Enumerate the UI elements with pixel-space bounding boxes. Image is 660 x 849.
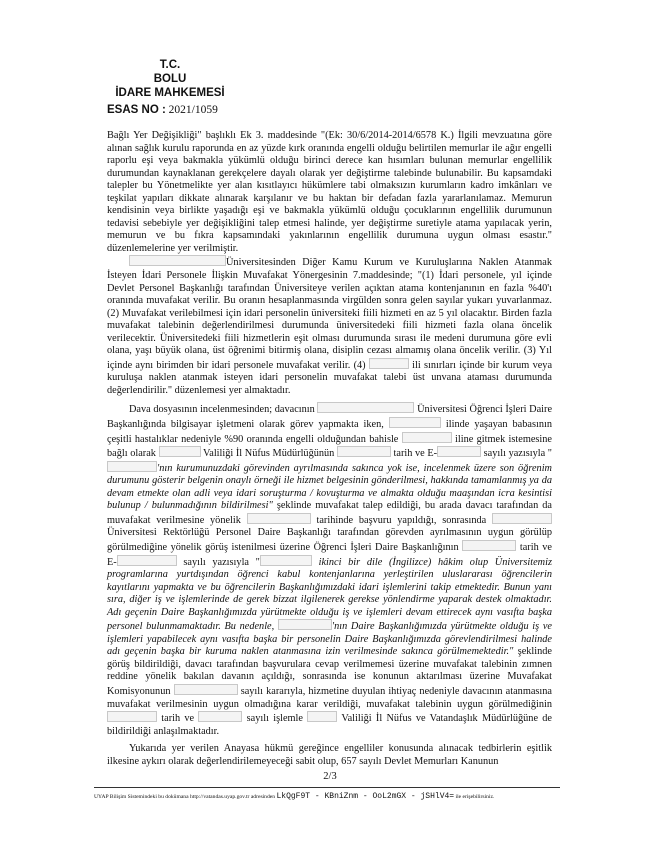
paragraph-text: sayılı işlemle xyxy=(246,713,303,725)
paragraph-text: şeklinde muvafakat talep edildiği, bu arada davacı tarafından da muvafakat verilmesine yönelik xyxy=(107,500,552,526)
footer-text: UYAP Bilişim Sistemindeki bu dokümana http://vatandas.uyap.gov.tr adresinden xyxy=(94,794,276,800)
redacted-field xyxy=(117,555,177,566)
header-city: BOLU xyxy=(153,73,187,85)
redacted-field xyxy=(260,555,312,566)
paragraph-regulation xyxy=(107,130,552,255)
redacted-field xyxy=(278,619,332,630)
redacted-field xyxy=(317,402,414,413)
paragraph-text: Üniversitesi Rektörlüğü Personel Daire Başkanlığı tarafından görevden ayrılmasının uygun görülüp görülmediğine yönelik görüş istenilmesi üzerine Öğrenci İşleri Daire Başkanlığının xyxy=(107,527,552,553)
redacted-field xyxy=(107,711,157,722)
redacted-field xyxy=(247,513,311,524)
page-number: 2/3 xyxy=(323,771,337,782)
paragraph-text: Üniversitesi Öğrenci İşleri Daire Başkanlığında bilgisayar işletmeni olarak görev yapmakta iken, xyxy=(107,404,553,431)
redacted-field xyxy=(198,711,242,722)
footer-text-end: ile erişebilirsiniz. xyxy=(455,794,495,800)
paragraph-text: Dava dosyasının incelenmesinden; davacının xyxy=(129,404,315,416)
paragraph-text: iline gitmek istemesine bağlı olarak xyxy=(107,433,552,460)
paragraph-text: Üniversitesinden Diğer Kamu Kurum ve Kuruluşlarına Naklen Atanmak İsteyen İdari Personele İlişkin Muvafakat Yönergesinin 7.maddesinde; "(1) İdari personele, yıl içinde Devlet Personel Başkanlığı tarafından Üniversiteye verilen açıktan atama kontenjanının en fazla %40'ı oranında muvafakat verilir. Bu oranın hesaplanmasında virgülden sonra gelen sayılar yukarı yuvarlanmaz. (2) Muvafakat verilebilmesi için idari personelin üniversiteki fiili hizmeti en az 5 yıl olacaktır. Birden fazla muvafakat talebinin değerlendirilmesi durumunda üniversitedeki fiili hizmeti fazla olana öncelik verilecektir. Üniversitedeki fiili hizmetlerin eşit olması durumunda sırası ile medeni durumuna göre evli olana, yaşı büyük olana, üst öğrenimi bitirmiş olana, disiplin cezası almamış olana öncelik verilir. (3) Yıl içinde aynı birimden bir idari personele muvafakat verilir. (4) xyxy=(107,257,552,371)
quoted-italic-text: ikinci bir dile (İngilizce) hâkim olup Üniversitemiz programlarına yurtdışından öğrenci kabul kontenjanlarına yerleştirilen uluslararası öğrencilerin kayıtlarını yapmakta ve bu öğrencilerin Başkanlığımızdaki idari işlemlerini takip etmektedir. Bunun yanı sıra, diğer iş ve işlemlerinde de gerek bizzat ilgilenerek gerekse yönlendirme yaparak destek olmaktadır. Adı geçenin Daire Başkanlığımızda yürütmekte olduğu iş ve işlemleri devam ettirecek aynı vasıfta başka personel bulunmamaktadır. Bu nedenle, xyxy=(107,556,552,633)
case-number-label: ESAS NO : xyxy=(107,104,166,116)
redacted-field xyxy=(437,446,481,457)
redacted-field xyxy=(389,417,441,428)
paragraph-text: sayılı yazısıyla " xyxy=(183,556,260,568)
footer-divider xyxy=(94,787,560,788)
redacted-field xyxy=(159,446,201,457)
paragraph-text: sayılı kararıyla, hizmetine duyulan ihtiyaç nedeniyle davacının atanmasına muvafakat verilmesinin uygun olmadığına karar verildiği, muvafakat talebinin uygun görülmediğinin xyxy=(107,685,552,710)
paragraph-text: ilinde yaşayan babasının çeşitli hastalıklar nedeniyle %90 oranında engelli olduğundan bahisle xyxy=(107,419,552,445)
paragraph-text: Yukarıda yer verilen Anayasa hükmü gereğince engelliler konusunda alınacak tedbirlerin eşitlik ilkesine aykırı olarak değerlendirilemeyeceği sabit olup, 657 sayılı Devlet Memurları Kanunun xyxy=(107,743,552,767)
redacted-field xyxy=(492,513,552,524)
redacted-field xyxy=(337,446,391,457)
footer-verification xyxy=(94,792,574,801)
case-number-value: 2021/1059 xyxy=(168,104,218,116)
paragraph-text: sayılı yazısıyla " xyxy=(483,448,552,460)
paragraph-text: tarihinde başvuru yapıldığı, sonrasında xyxy=(316,514,487,526)
redacted-field xyxy=(307,711,337,722)
case-number xyxy=(107,104,218,116)
header-tc: T.C. xyxy=(159,59,181,71)
redacted-field xyxy=(462,540,516,551)
paragraph-text: Valiliği İl Nüfus Müdürlüğünün xyxy=(202,448,335,460)
header-court: İDARE MAHKEMESİ xyxy=(115,87,225,99)
paragraph-text: tarih ve E- xyxy=(107,541,553,568)
redacted-field xyxy=(402,432,452,443)
paragraph-text: tarih ve xyxy=(161,713,195,725)
paragraph-text: tarih ve E- xyxy=(393,448,438,460)
document-body xyxy=(107,130,552,768)
paragraph-text: Valiliği İl Nüfus ve Vatandaşlık Müdürlüğüne de bildirildiği anlaşılmaktadır. xyxy=(107,713,552,737)
paragraph-text: şeklinde görüş bildirildiği, davacı tarafından başvurulara cevap verilmemesi üzerine muvafakat talebinin zımnen reddine yönelik bakılan davanın açıldığı, sonrasında ise konunun aktarılması üzerine Muvafakat Komisyonunun xyxy=(107,646,553,697)
quoted-italic-text: 'nın kurumunuzdaki görevinden ayrılmasında sakınca yok ise, incelenmek üzere son öğrenim durumunu gösterir belgenin onaylı örneği ile hizmet belgesinin gönderilmesi, hakkında tamamlanmış ya da devam etmekte olan adli veya idari soruşturma / kovuşturma ve almakta olduğu maaşından icra kesintisi bulunup / bulunmadığının bildirilmesi" xyxy=(107,462,552,512)
quoted-italic-text: 'nın Daire Başkanlığımızda yürütmekte olduğu iş ve işlemleri yapabilecek aynı vasıfta başka bir personelin Daire Başkanlığımızda görevlendirilmesi halinde adı geçenin başka bir kuruma naklen atanmasına izin verilmesinde sakınca görülmemektedir." xyxy=(107,621,552,658)
court-header xyxy=(100,58,320,100)
paragraph-directive xyxy=(107,255,552,397)
paragraph-text: ili sınırları içinde bir kurum veya kuruluşa naklen atanmak isteyen idari personelin muvafakat talebi üst unvana ataması durumunda değerlendirilir." düzenlemesi yer almaktadır. xyxy=(107,359,553,396)
paragraph-assessment xyxy=(107,743,552,768)
paragraph-facts xyxy=(107,402,552,738)
redacted-field xyxy=(369,358,409,369)
redacted-field xyxy=(107,461,157,472)
paragraph-text: Bağlı Yer Değişikliği" başlıklı Ek 3. maddesinde "(Ek: 30/6/2014-2014/6578 K.) İlgili mevzuatına göre alınan sağlık kurulu raporunda en az yüzde kırk oranında engelli olduğu belirtilen memurlar ile ağır engelli raporlu eşi veya bakmakla yükümlü olduğu birinci derece kan hısımları bulunan memurlar engellilik durumundan kaynaklanan gerekçelere dayalı olarak yer değiştirme talebinde bulunabilir. Bu kapsamdaki talepler bu Yönetmelikte yer alan kısıtlayıcı hükümlere tabi olmaksızın kurumların kadro imkânları ve teşkilat yapıları dikkate alınarak karşılanır ve bu haktan bir defadan fazla yararlanılamaz. Memurun kendisinin veya birlikte yaşadığı eşi ve bakmakla yükümlü olduğu çocuklarının engellilik durumunun tedavisi sebebiyle yer değişikliğini talep etmesi halinde, yer değiştirme suretiyle atama yapılacak yerin, memurun ve bu fıkra kapsamındaki yakınlarının engellilik durumuna uygun olması esastır." düzenlemelerine yer verilmiştir. xyxy=(107,130,552,254)
redacted-field xyxy=(174,684,238,695)
redacted-field xyxy=(129,255,226,266)
verification-code: LkQgF9T - KBniZnm - OoL2mGX - jSHlV4= xyxy=(276,792,455,801)
